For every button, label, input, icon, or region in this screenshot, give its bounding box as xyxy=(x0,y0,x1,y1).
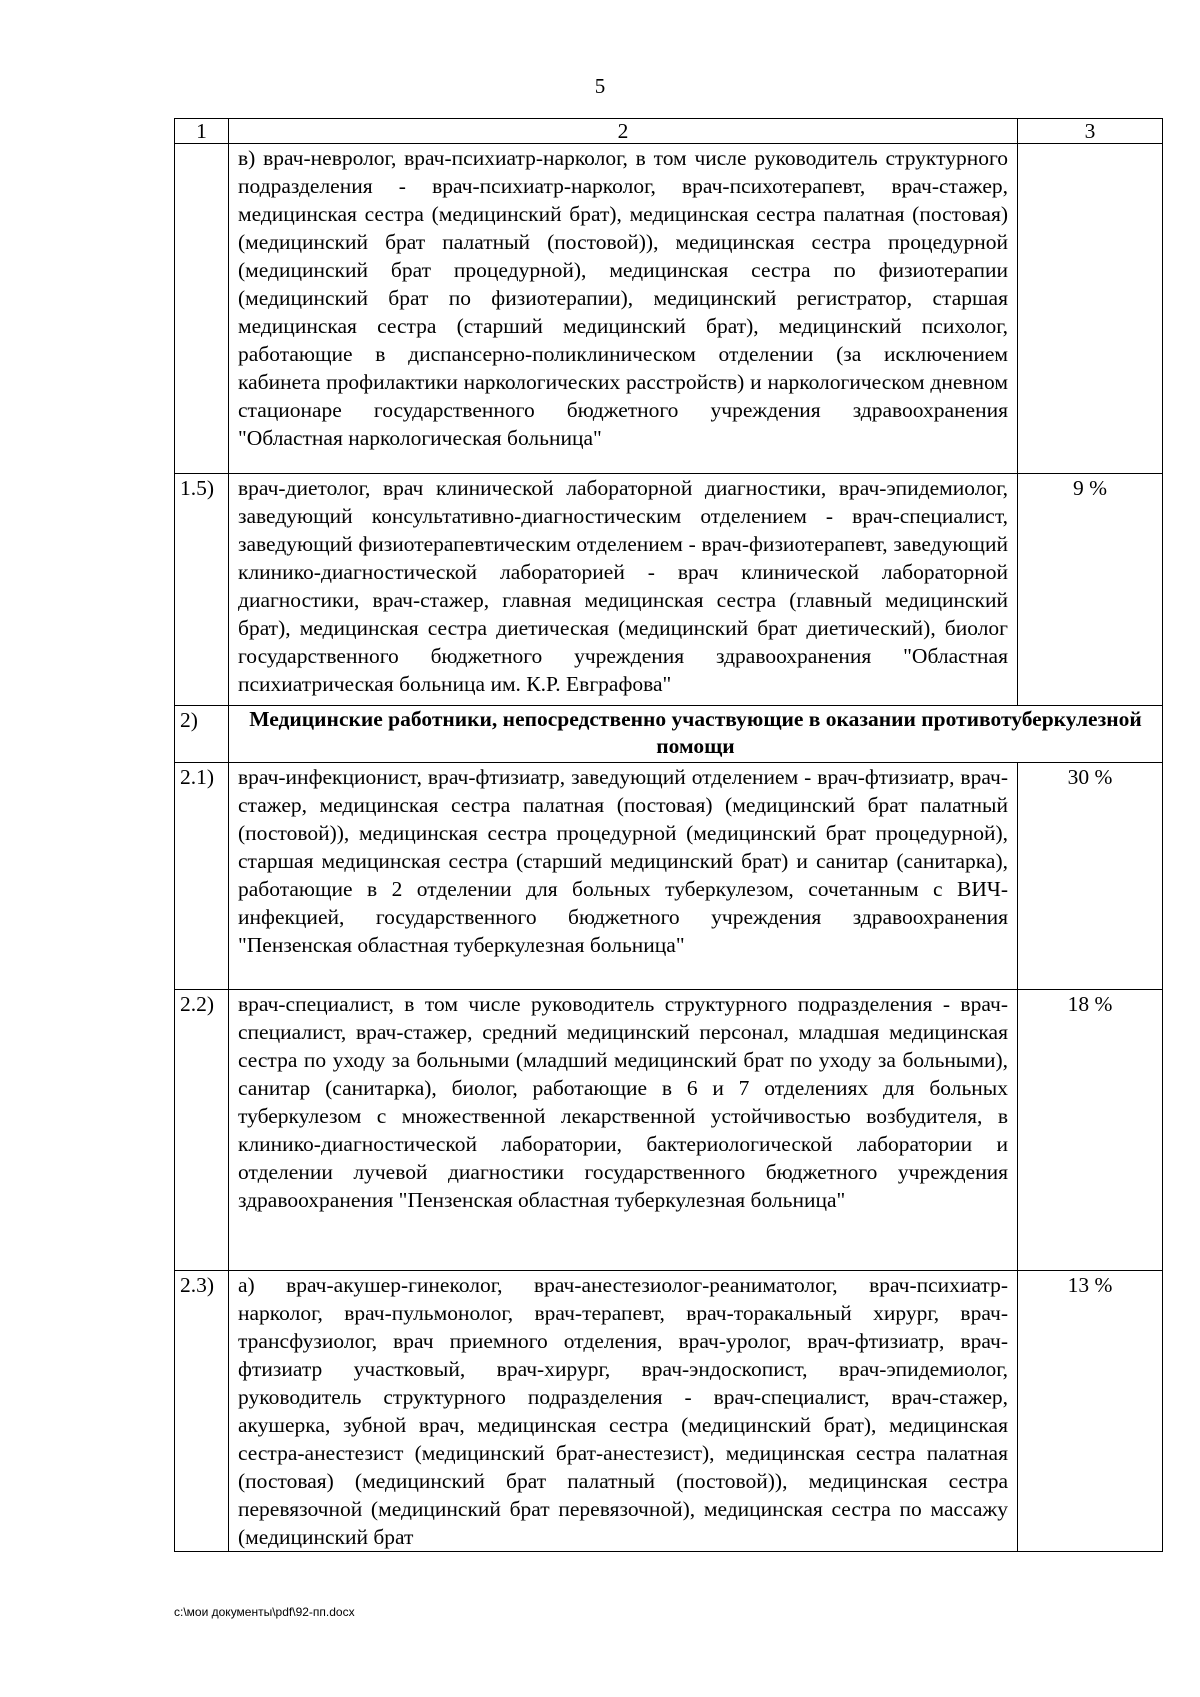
row-description: врач-инфекционист, врач-фтизиатр, заведующий отделением - врач-фтизиатр, врач-стажер, медицинская сестра палатная (постовая) (медицинский брат палатный (постовой)), медицинская сестра процедурной (медицинский брат процедурной), старшая медицинская сестра (старший медицинский брат) и санитар (санитарка), работающие в 2 отделении для больных туберкулезом, сочетанным с ВИЧ-инфекцией, государственного бюджетного учреждения здравоохранения "Пензенская областная туберкулезная больница" xyxy=(229,763,1018,990)
column-header-1: 1 xyxy=(175,119,229,144)
table-row xyxy=(175,474,1163,706)
table-row xyxy=(175,1271,1163,1552)
row-percent: 30 % xyxy=(1018,763,1163,990)
row-number: 1.5) xyxy=(175,474,229,706)
section-header-row xyxy=(175,706,1163,763)
row-number: 2.1) xyxy=(175,763,229,990)
row-percent xyxy=(1018,144,1163,474)
row-number: 2.2) xyxy=(175,990,229,1271)
column-header-2: 2 xyxy=(229,119,1018,144)
row-percent: 13 % xyxy=(1018,1271,1163,1552)
row-number: 2.3) xyxy=(175,1271,229,1552)
row-percent: 18 % xyxy=(1018,990,1163,1271)
section-title: Медицинские работники, непосредственно участвующие в оказании противотуберкулезной помощи xyxy=(229,706,1163,763)
row-description: а) врач-акушер-гинеколог, врач-анестезиолог-реаниматолог, врач-психиатр-нарколог, врач-пульмонолог, врач-терапевт, врач-торакальный хирург, врач-трансфузиолог, врач приемного отделения, врач-уролог, врач-фтизиатр, врач-фтизиатр участковый, врач-хирург, врач-эндоскопист, врач-эпидемиолог, руководитель структурного подразделения - врач-специалист, врач-стажер, акушерка, зубной врач, медицинская сестра (медицинский брат), медицинская сестра-анестезист (медицинский брат-анестезист), медицинская сестра палатная (постовая) (медицинский брат палатный (постовой)), медицинская сестра перевязочной (медицинский брат перевязочной), медицинская сестра по массажу (медицинский брат xyxy=(229,1271,1018,1552)
allowance-table xyxy=(174,118,1163,1552)
row-description: в) врач-невролог, врач-психиатр-нарколог, в том числе руководитель структурного подразделения - врач-психиатр-нарколог, врач-психотерапевт, врач-стажер, медицинская сестра (медицинский брат), медицинская сестра палатная (постовая) (медицинский брат палатный (постовой)), медицинская сестра процедурной (медицинский брат процедурной), медицинская сестра по физиотерапии (медицинский брат по физиотерапии), медицинский регистратор, старшая медицинская сестра (старший медицинский брат), медицинский психолог, работающие в диспансерно-поликлиническом отделении (за исключением кабинета профилактики наркологических расстройств) и наркологическом дневном стационаре государственного бюджетного учреждения здравоохранения "Областная наркологическая больница" xyxy=(229,144,1018,474)
row-number xyxy=(175,144,229,474)
table-row xyxy=(175,763,1163,990)
table-row xyxy=(175,990,1163,1271)
column-header-3: 3 xyxy=(1018,119,1163,144)
row-percent: 9 % xyxy=(1018,474,1163,706)
page-number: 5 xyxy=(594,74,606,98)
section-number: 2) xyxy=(175,706,229,763)
footer-file-path: c:\мои документы\pdf\92-пп.docx xyxy=(174,1605,355,1619)
table-row xyxy=(175,144,1163,474)
row-description: врач-специалист, в том числе руководитель структурного подразделения - врач-специалист, врач-стажер, средний медицинский персонал, младшая медицинская сестра по уходу за больными (младший медицинский брат по уходу за больными), санитар (санитарка), биолог, работающие в 6 и 7 отделениях для больных туберкулезом с множественной лекарственной устойчивостью возбудителя, в клинико-диагностической лаборатории, бактериологической лаборатории и отделении лучевой диагностики государственного бюджетного учреждения здравоохранения "Пензенская областная туберкулезная больница" xyxy=(229,990,1018,1271)
row-description: врач-диетолог, врач клинической лабораторной диагностики, врач-эпидемиолог, заведующий консультативно-диагностическим отделением - врач-специалист, заведующий физиотерапевтическим отделением - врач-физиотерапевт, заведующий клинико-диагностической лабораторией - врач клинической лабораторной диагностики, врач-стажер, главная медицинская сестра (главный медицинский брат), медицинская сестра диетическая (медицинский брат диетический), биолог государственного бюджетного учреждения здравоохранения "Областная психиатрическая больница им. К.Р. Евграфова" xyxy=(229,474,1018,706)
table-header-row xyxy=(175,119,1163,144)
